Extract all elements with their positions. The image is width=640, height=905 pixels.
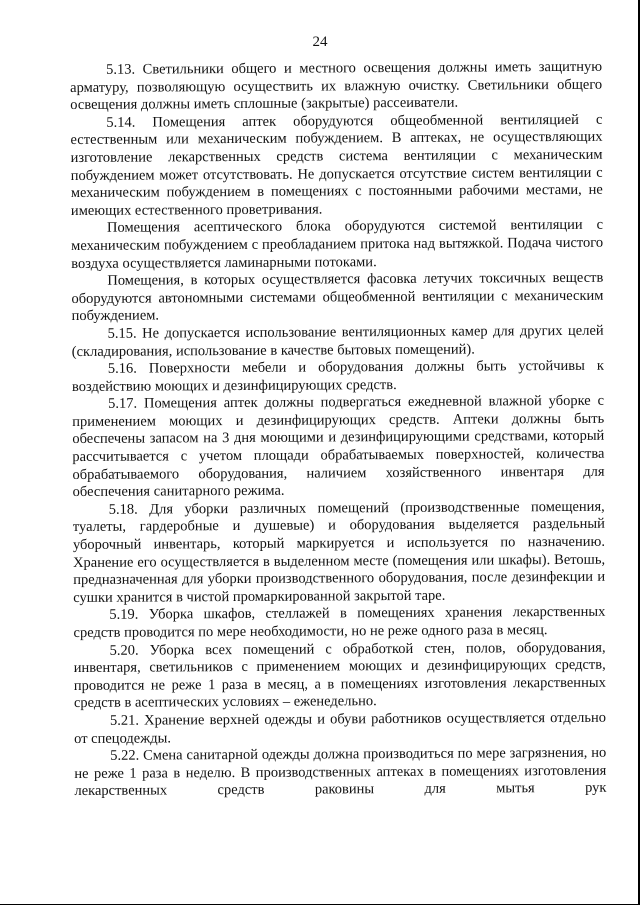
paragraph-5-14: 5.14. Помещения аптек оборудуются общеобменной вентиляцией с естественным или механическим побуждением. В аптеках, не осуществляющих изготовление лекарственных средств система вентиляции с механическим побуждением может отсутствовать. Не допускается отсутствие систем вентиляции с механическим побуждением в помещениях с постоянными рабочими местами, не имеющих естественного проветривания. [70, 111, 603, 219]
paragraph-5-13: 5.13. Светильники общего и местного освещения должны иметь защитную арматуру, позволяющую осуществить их влажную очистку. Светильники общего освещения должны иметь сплошные (закрытые) рассеиватели. [70, 58, 603, 114]
paragraph-aseptic-block: Помещения асептического блока оборудуются системой вентиляции с механическим побуждением с преобладанием притока над вытяжкой. Подача чистого воздуха осуществляется ламинарными потоками. [71, 217, 604, 272]
paragraph-5-17: 5.17. Помещения аптек должны подвергаться ежедневной влажной уборке с применением моющих и дезинфицирующих средств. Аптеки должны быть обеспечены запасом на 3 дня моющими и дезинфицирующими средствами, который рассчитывается с учетом площади обрабатываемых поверхностей, количества обрабатываемого оборудования, наличием хозяйственного инвентаря для обеспечения санитарного режима. [72, 393, 605, 501]
paragraph-5-19: 5.19. Уборка шкафов, стеллажей в помещениях хранения лекарственных средств проводится по мере необходимости, но не реже одного раза в месяц. [73, 604, 606, 641]
page-number: 24 [312, 34, 328, 50]
paragraph-5-21: 5.21. Хранение верхней одежды и обуви работников осуществляется отдельно от спецодежды. [74, 709, 607, 747]
paragraph-5-16: 5.16. Поверхности мебели и оборудования должны быть устойчивы к воздействию моющих и дезинфицирующих средств. [71, 357, 604, 395]
document-body [70, 59, 607, 801]
paragraph-5-15: 5.15. Не допускается использование вентиляционных камер для других целей (складирования, использование в качестве бытовых помещений). [71, 322, 604, 360]
paragraph-5-18: 5.18. Для уборки различных помещений (производственные помещения, туалеты, гардеробные и душевые) и оборудования выделяется раздельный уборочный инвентарь, который маркируется и используется по назначению. Хранение его осуществляется в выделенном месте (помещения или шкафы). Ветошь, предназначенная для уборки производственного оборудования, после дезинфекции и сушки хранится в чистой промаркированной закрытой таре. [72, 498, 606, 606]
paragraph-toxic-substances: Помещения, в которых осуществляется фасовка летучих токсичных веществ оборудуются автономными системами общеобменной вентиляции с механическим побуждением. [71, 269, 604, 325]
paragraph-5-22: 5.22. Смена санитарной одежды должна производиться по мере загрязнения, но не реже 1 раза в неделю. В производственных аптеках в помещениях изготовления лекарственных средств раковины для мытья рук [74, 744, 607, 800]
paragraph-5-20: 5.20. Уборка всех помещений с обработкой стен, полов, оборудования, инвентаря, светильников с применением моющих и дезинфицирующих средств, проводится не реже 1 раза в месяц, а в помещениях изготовления лекарственных средств в асептических условиях – еженедельно. [73, 639, 606, 712]
